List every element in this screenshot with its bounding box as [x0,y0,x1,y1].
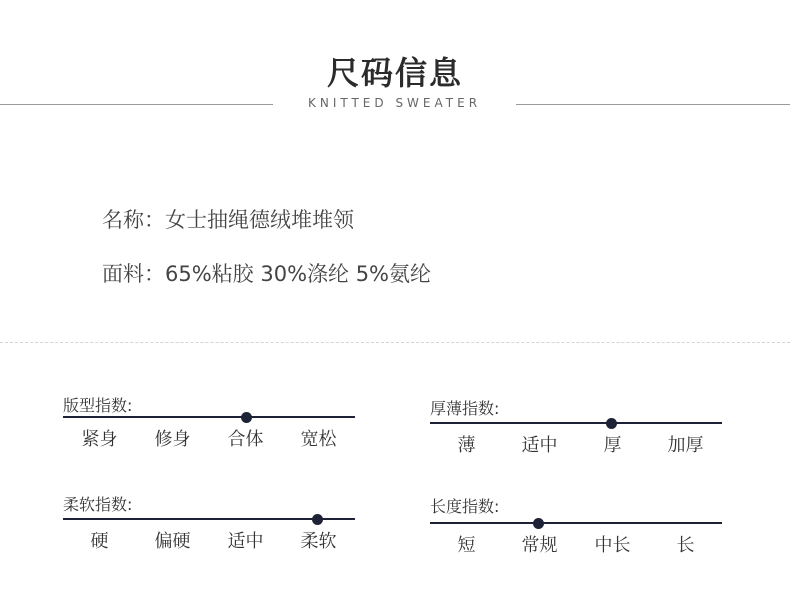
length-index [430,494,722,564]
fit-index-marker [241,412,252,423]
softness-option-1: 硬 [90,531,109,552]
fit-option-3: 合体 [227,429,264,450]
softness-option-4: 柔软 [300,531,337,552]
length-option-3: 中长 [594,535,631,556]
fit-index [63,393,355,463]
thickness-index-marker [606,418,617,429]
fit-option-4: 宽松 [300,429,337,450]
length-option-4: 长 [676,535,695,556]
softness-index [63,492,355,562]
section-divider [0,342,790,343]
fit-option-2: 修身 [154,429,191,450]
length-index-track [430,522,722,524]
thickness-option-4: 加厚 [667,435,704,456]
softness-option-2: 偏硬 [154,531,191,552]
page-title: 尺码信息 [326,54,463,92]
thickness-option-2: 适中 [521,435,558,456]
thickness-index-label: 厚薄指数: [430,399,500,418]
length-index-label: 长度指数: [430,497,500,516]
length-option-2: 常规 [521,535,558,556]
fit-index-track [63,416,355,418]
length-option-1: 短 [457,535,476,556]
softness-option-3: 适中 [227,531,264,552]
thickness-index [430,396,722,466]
subtitle-row [0,96,790,114]
thickness-option-1: 薄 [457,435,476,456]
fit-option-1: 紧身 [81,429,118,450]
subtitle: KNITTED SWEATER [307,96,482,110]
product-name: 名称：女士抽绳德绒堆堆领 [102,208,354,232]
subtitle-divider-right [516,104,790,105]
thickness-option-3: 厚 [603,435,622,456]
product-material: 面料：65%粘胶 30%涤纶 5%氨纶 [102,262,432,286]
fit-index-label: 版型指数: [63,396,133,415]
subtitle-divider-left [0,104,273,105]
softness-index-marker [312,514,323,525]
softness-index-label: 柔软指数: [63,495,133,514]
length-index-marker [533,518,544,529]
thickness-index-track [430,422,722,424]
